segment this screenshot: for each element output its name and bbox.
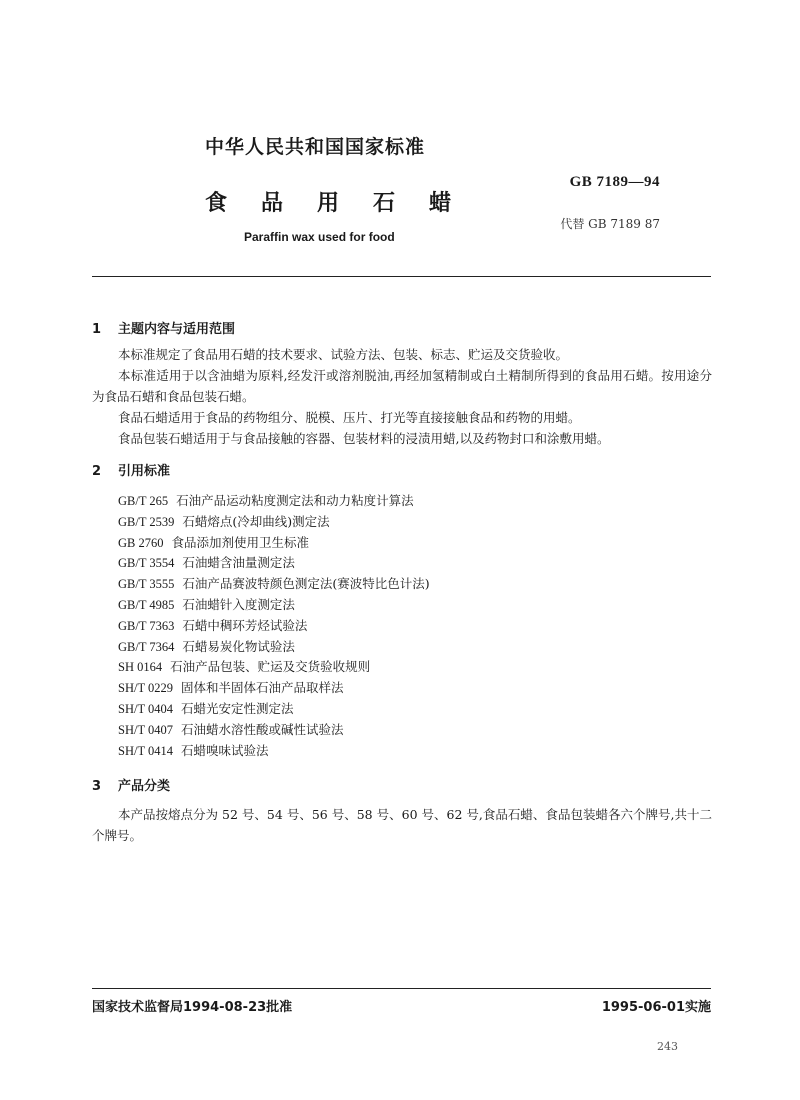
reference-code: GB/T 7364: [118, 639, 175, 654]
document-title: 食品用石蜡: [205, 191, 486, 216]
reference-title: 食品添加剂使用卫生标准: [171, 534, 310, 550]
paragraph: 食品石蜡适用于食品的药物组分、脱模、压片、打光等直接接触食品和药物的用蜡。: [118, 410, 581, 425]
section-number: 1: [92, 322, 102, 337]
paragraph: 本产品按熔点分为 52 号、54 号、56 号、58 号、60 号、62 号,食品石蜡、食品包装蜡各六个牌号,共十二个牌号。: [92, 807, 712, 843]
reference-item: [118, 699, 430, 720]
reference-title: 石油蜡含油量测定法: [182, 555, 295, 571]
section-title: 主题内容与适用范围: [118, 322, 236, 337]
reference-item: [118, 637, 430, 658]
reference-item: [118, 491, 430, 512]
national-standard-heading: 中华人民共和国国家标准: [205, 136, 426, 158]
reference-title: 固体和半固体石油产品取样法: [181, 680, 344, 696]
reference-code: GB/T 7363: [118, 618, 175, 633]
english-title: Paraffin wax used for food: [244, 230, 395, 244]
section-number: 3: [92, 779, 102, 794]
reference-title: 石油蜡水溶性酸或碱性试验法: [181, 721, 344, 737]
reference-title: 石蜡光安定性测定法: [181, 700, 294, 716]
paragraph: 本标准适用于以含油蜡为原料,经发汗或溶剂脱油,再经加氢精制或白土精制所得到的食品用石蜡。按用途分为食品石蜡和食品包装石蜡。: [92, 368, 712, 404]
reference-code: SH/T 0407: [118, 722, 173, 737]
reference-title: 石蜡中稠环芳烃试验法: [182, 617, 308, 633]
reference-code: GB 2760: [118, 535, 164, 550]
reference-item: [118, 678, 430, 699]
reference-code: SH 0164: [118, 660, 163, 675]
reference-item: [118, 741, 430, 762]
reference-item: [118, 657, 430, 678]
reference-item: [118, 616, 430, 637]
reference-list: [118, 491, 430, 761]
paragraph: 本标准规定了食品用石蜡的技术要求、试验方法、包装、标志、贮运及交货验收。: [118, 347, 569, 362]
reference-code: GB/T 3554: [118, 556, 175, 571]
footer-divider: [92, 988, 711, 989]
section-2-heading: [92, 460, 170, 479]
page-number: 243: [657, 1040, 678, 1053]
reference-code: SH/T 0229: [118, 681, 173, 696]
reference-title: 石油产品运动粘度测定法和动力粘度计算法: [176, 493, 414, 508]
standard-code: GB 7189—94: [569, 174, 660, 190]
section-title: 引用标准: [118, 464, 171, 479]
reference-item: [118, 553, 430, 574]
section-number: 2: [92, 464, 102, 479]
reference-code: GB/T 4985: [118, 597, 175, 612]
reference-title: 石蜡易炭化物试验法: [182, 638, 295, 654]
reference-title: 石油蜡针入度测定法: [182, 596, 295, 612]
approval-note: 国家技术监督局1994-08-23批准: [92, 1000, 293, 1015]
reference-item: [118, 595, 430, 616]
section-3-body: [92, 804, 712, 846]
reference-code: GB/T 265: [118, 494, 169, 508]
reference-code: SH/T 0414: [118, 743, 173, 758]
reference-item: [118, 512, 430, 533]
section-title: 产品分类: [118, 779, 171, 794]
paragraph: 食品包装石蜡适用于与食品接触的容器、包装材料的浸渍用蜡,以及药物封口和涂敷用蜡。: [118, 431, 610, 446]
section-3-heading: [92, 775, 170, 794]
header-divider: [92, 276, 711, 277]
replaces-note: 代替 GB 7189 87: [560, 217, 660, 231]
implementation-date: 1995-06-01实施: [601, 1000, 711, 1015]
reference-code: GB/T 2539: [118, 514, 175, 529]
section-1-heading: [92, 318, 235, 337]
reference-code: GB/T 3555: [118, 577, 175, 592]
reference-code: SH/T 0404: [118, 701, 173, 716]
reference-item: [118, 574, 430, 595]
reference-title: 石蜡熔点(冷却曲线)测定法: [182, 513, 330, 529]
reference-title: 石油产品赛波特颜色测定法(赛波特比色计法): [182, 576, 430, 592]
reference-title: 石油产品包装、贮运及交货验收规则: [170, 659, 371, 675]
reference-item: [118, 533, 430, 554]
section-1-body: [92, 344, 712, 449]
reference-title: 石蜡嗅味试验法: [181, 742, 269, 758]
reference-item: [118, 720, 430, 741]
